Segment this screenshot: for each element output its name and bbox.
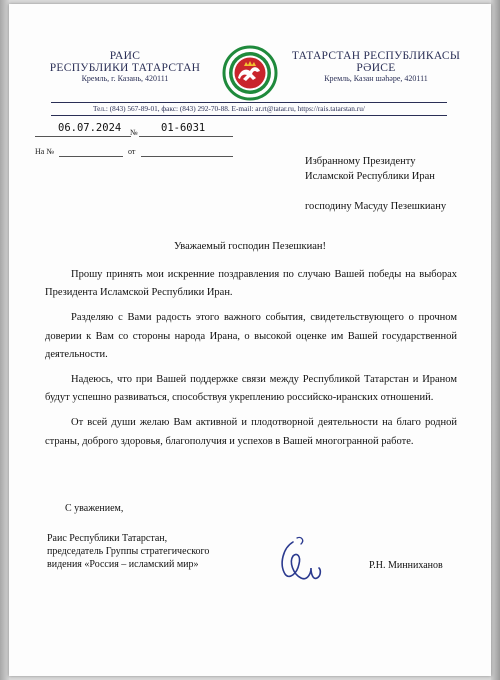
addressee-line-3: господину Масуду Пезешкиану <box>305 201 447 212</box>
letterhead-divider-bottom <box>51 115 447 116</box>
reference-number-line <box>59 156 123 157</box>
paragraph-3: Надеюсь, что при Вашей поддержке связи между Республикой Татарстан и Ираном будут успешно развиваться, способствуя укреплению российско-иранских отношений. <box>45 374 457 404</box>
registration-number: 01-6031 <box>161 122 206 134</box>
signatory-position <box>47 532 209 571</box>
letterhead-contacts: Тел.: (843) 567-89-01, факс: (843) 292-70-88. E-mail: ar.rt@tatar.ru, https://rais.tatarstan.ru/ <box>93 104 365 113</box>
registration-number-sign: № <box>130 128 138 137</box>
paragraph-2: Разделяю с Вами радость этого важного события, свидетельствующего о прочном доверии к Вам со стороны народа Ирана, о высокой оценке им Вашей государственной деятельности. <box>45 312 457 360</box>
letterhead-left-title-1: РАИС <box>109 50 141 62</box>
page-edge-shadow-right <box>491 0 500 680</box>
registration-date: 06.07.2024 <box>58 122 122 134</box>
coat-of-arms-icon <box>222 44 278 102</box>
reference-date-line <box>141 156 233 157</box>
letterhead-left <box>35 50 215 83</box>
signatory-position-line-1: Раис Республики Татарстан, <box>47 533 168 544</box>
letterhead-left-title-2: РЕСПУБЛИКИ ТАТАРСТАН <box>49 62 201 74</box>
reference-label: На № <box>35 147 54 156</box>
registration-number-line <box>139 136 233 137</box>
page-edge-shadow-left <box>0 0 9 680</box>
letterhead-divider <box>51 102 447 103</box>
signatory-position-line-3: видения «Россия – исламский мир» <box>47 559 199 570</box>
reference-from-label: от <box>128 147 136 156</box>
salutation: Уважаемый господин Пезешкиан! <box>174 241 326 252</box>
closing-regards: С уважением, <box>65 503 124 514</box>
letter-sheet <box>9 4 491 676</box>
letterhead-right-title-2: РӘИСЕ <box>356 62 396 74</box>
letterhead-right <box>284 50 468 83</box>
registration-date-line <box>35 136 131 137</box>
addressee-line-2: Исламской Республики Иран <box>305 171 435 182</box>
signatory-position-line-2: председатель Группы стратегического <box>47 546 210 557</box>
letter-body <box>45 266 457 458</box>
letterhead-right-address: Кремль, Казан шәһәре, 420111 <box>324 74 428 83</box>
letterhead-left-address: Кремль, г. Казань, 420111 <box>81 74 169 83</box>
letterhead-right-title-1: ТАТАРСТАН РЕСПУБЛИКАСЫ <box>291 50 461 62</box>
addressee-block <box>305 154 435 184</box>
signatory-name: Р.Н. Минниханов <box>369 560 443 571</box>
paragraph-4: От всей души желаю Вам активной и плодотворной деятельности на благо родной страны, доброго здоровья, благополучия и успехов в Вашей многогранной работе. <box>45 417 457 447</box>
addressee-line-1: Избранному Президенту <box>305 156 416 167</box>
signature-icon <box>271 534 341 589</box>
paragraph-1: Прошу принять мои искренние поздравления по случаю Вашей победы на выборах Президента Исламской Республики Иран. <box>45 269 457 299</box>
